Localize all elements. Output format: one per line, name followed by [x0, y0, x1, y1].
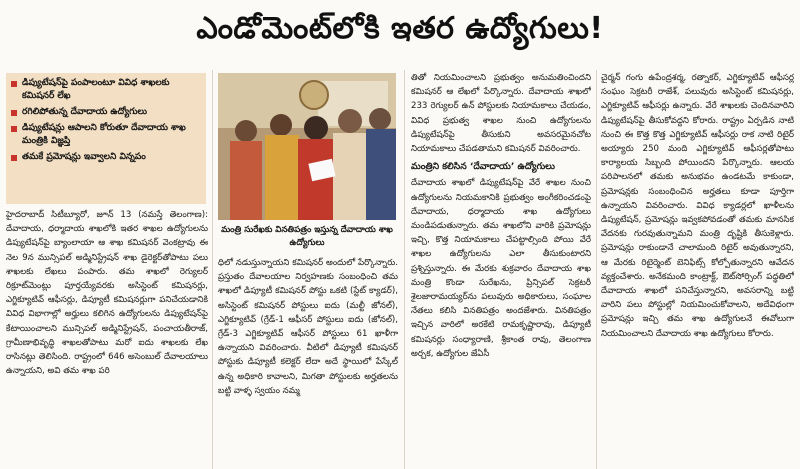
column-divider [212, 70, 213, 469]
bullet-icon [11, 155, 17, 161]
article-paragraph: తితో నియమించాలని ప్రభుత్వం అనుమతించిందని కమిషనర్ ఆ లేఖలో పేర్కొన్నారు. దేవాదాయ శాఖలో 233 రెగ్యులర్ ఉన్‌ పోస్టులకు నియామకాలు చేయడం, వివిధ ప్రభుత్వ శాఖల నుంచి ఉద్యోగులను డిప్యుటేషన్‌పై తీసుకుని అవసరమైనచోట నియామకాలు చేపడతామని కమిషనర్ వివరించారు. [411, 73, 591, 155]
column-4 [601, 71, 794, 469]
column-3 [411, 71, 591, 469]
bullet-icon [11, 81, 17, 87]
bullet-icon [11, 126, 17, 132]
bullet-icon [11, 110, 17, 116]
headline: ఎండోమెంట్‌లోకి ఇతర ఉద్యోగులు! [196, 11, 604, 46]
highlight-item: రగిలిపోతున్న దేవాదాయ ఉద్యోగులు [9, 106, 203, 119]
column-2 [218, 256, 398, 469]
photo-illustration [218, 73, 396, 220]
column-1 [6, 208, 208, 469]
article-paragraph: ధిలో నడుస్తున్నాయని కమిషనర్ అందులో పేర్కొన్నారు. ప్రస్తుతం దేవాలయాల నిర్వహణకు సంబంధించి తమ శాఖలో డిప్యూటీ కమిషనర్ పోస్టు ఒకటి (స్టేట్ క్యాడర్), అసిస్టెంట్ కమిషనర్ పోస్టులు ఐదు (మల్టీ జోనల్), ఎగ్జిక్యూటివ్ (గ్రేడ్-1 ఆఫీసర్ పోస్టులు ఐదు (జోనల్), గ్రేడ్-3 ఎగ్జిక్యూటివ్ ఆఫీసర్ పోస్టులు 61 ఖాళీగా ఉన్నాయని వివరించారు. వీటిలో డిప్యూటీ కమిషనర్ పోస్టుకు డిప్యూటీ కలెక్టర్ లేదా అదే స్థాయిలో పేస్కేల్ ఉన్న అధికారి కావాలని, మిగతా పోస్టులకు అర్హతలను బట్టి వాళ్ళ స్వయం నమ్మ [218, 258, 398, 396]
photo-caption: మంత్రి సురేఖకు వినతిపత్రం ఇస్తున్న దేవాదాయ శాఖ ఉద్యోగులు [221, 225, 393, 248]
highlight-item: తమకే ప్రమోషన్లు ఇవ్వాలని విన్నపం [9, 151, 203, 164]
highlight-item: డిప్యుటేషన్‌పై పంపాలంటూ వివిధ శాఖలకు కమిషనర్ లేఖ [9, 77, 203, 103]
highlights-box [6, 73, 206, 204]
article-paragraph: దేవాదాయ శాఖలో డిప్యుటేషన్‌పై వేరే శాఖల నుంచి ఉద్యోగులను నియమకానికి ప్రభుత్వం అంగీకరించడంపై దేవాదాయ, ధర్మాదాయ శాఖ ఉద్యోగులు మండిపడుతున్నారు. తమ శాఖలోని వారికి ప్రమోషన్లు ఇచ్చి, కొత్త నియామకాలు చేపట్టాల్సింది పోయి వేరే శాఖల ఉద్యోగులను ఎలా తీసుకుంటారని ప్రశ్నిస్తున్నారు. ఈ మేరకు శుక్రవారం దేవాదాయ శాఖ మంత్రి కొండా సురేఖను, ప్రిన్సిపల్ సెక్రటరీ శైలజారామయ్యర్‌ను పలువురు అధికారులు, సంఘాల నేతలు కలిసి వినతిపత్రం అందజేశారు. వినతిపత్రం ఇచ్చిన వారిలో అరకేటి రామకృష్ణారావు, డిప్యూటీ కమిషనర్లు సంధ్యారాణి, శ్రీకాంత రావు, తెలంగాణ అర్చక, ఉద్యోగుల జేఏసీ [411, 178, 591, 359]
subheading: మంత్రిని కలిసిన ‘దేవాదాయ’ ఉద్యోగులు [411, 161, 555, 173]
article-paragraph: హైదరాబాద్ సిటీబ్యూరో, జూన్ 13 (నమస్తే తెలంగాణ): దేవాదాయ, ధర్మాదాయ శాఖలోకి ఇతర శాఖల ఉద్యోగులను డిప్యుటేషన్‌పై బ్యాంలాయా ఆ శాఖ కమిషనర్ వెంకట్రావు ఈ నెల 9న మున్సిపల్ అడ్మినిస్ట్రేషన్ శాఖ డైరెక్టర్‌తోపాటు పలు శాఖలకు లేఖలు పంపారు. తమ శాఖలో రెగ్యులర్ రిక్రూట్‌మెంట్లు పూర్తయ్యేవరకు అసిస్టెంట్ కమిషనర్లు, ఎగ్జిక్యూటివ్ ఆఫీసర్లు, డిప్యూటీ కమిషనర్లుగా పనిచేయడానికి వివిధ విభాగాల్లో అర్హులు కలిగిన ఉద్యోగులను డిప్యుటేషన్‌పై కేటాయించాలని మున్సిపల్ అడ్మినిస్ట్రేషన్, పంచాయతీరాజ్, గ్రామీణాభివృద్ధి శాఖలతోపాటు మరో ఐదు శాఖలకు లేఖ రాసినట్లు తెలిసింది. రాష్ట్రంలో 646 అసెంబుల్ దేవాలయాలు ఉన్నాయని, అవి తమ శాఖ పరి [6, 210, 208, 377]
column-divider [596, 70, 597, 469]
column-divider [404, 70, 405, 469]
news-photo [218, 73, 396, 220]
article-paragraph: చైర్మన్ గంగు ఉపేంద్రశర్మ, రత్నాకర్, ఎగ్జిక్యూటివ్ ఆఫీసర్ల సంఘం సెక్రటరీ రాజేశ్, పలువురు అసిస్టెంట్ కమిషనర్లు, ఎగ్జిక్యూటివ్ ఆఫీసర్లు ఉన్నారు. వేరే శాఖలకు చెందినవారిని డిప్యుటేషన్‌పై తీసుకోవద్దని కోరారు. రాష్ట్రం ఏర్పడిన నాటి నుంచి ఈ కొత్త కొత్త ఎగ్జిక్యూటివ్ ఆఫీసర్లు రాక నాటి రిటైర్ అయ్యారు 250 మంది ఎగ్జిక్యూటివ్ ఆఫీసర్లతోపాటు కార్యాలయ సిబ్బంది పోయిందని పేర్కొన్నారు. ఆలయ పరిపాలనలో తమకు అనుభవం ఉండటమే కాకుండా, ప్రమోషన్లకు సంబంధించిన అర్హతలు కూడా పూర్తిగా ఉన్నాయని వివరించారు. వివిధ క్యాడర్లలో ఖాళీలను డిప్యుటేషన్, ప్రమోషన్లు ఇవ్వకపోవడంతో తమకు మానసిక వేదనకు గురవుతున్నామని మంత్రి దృష్టికి తీసుకెళ్లారు. ప్రమోషన్లు రాకుండానే చాలామంది రిటైర్ అవుతున్నారని, ఆ మేరకు రిటైర్మెంట్ బెనిఫిట్స్ కోల్పోతున్నారని ఆవేదన వ్యక్తంచేశారు. అనేకమంది కాంట్రాక్ట్, ఔట్‌సోర్సింగ్ పద్ధతిలో దేవాదాయ శాఖలో పనిచేస్తున్నారని, అవసరాన్ని బట్టి వారిని పలు పోస్టుల్లో నియమించుకోవాలని, అదేవిధంగా ప్రమోషన్లు ఇచ్చి తమ శాఖ ఉద్యోగులనే ఈవోలుగా నియమించాలని దేవాదాయ శాఖ ఉద్యోగులు కోరారు. [601, 73, 794, 339]
highlight-item: డిప్యుటేషన్లు ఆపాలని కోరుతూ దేవాదాయ శాఖ మంత్రికి విజ్ఞప్తి [9, 122, 203, 148]
